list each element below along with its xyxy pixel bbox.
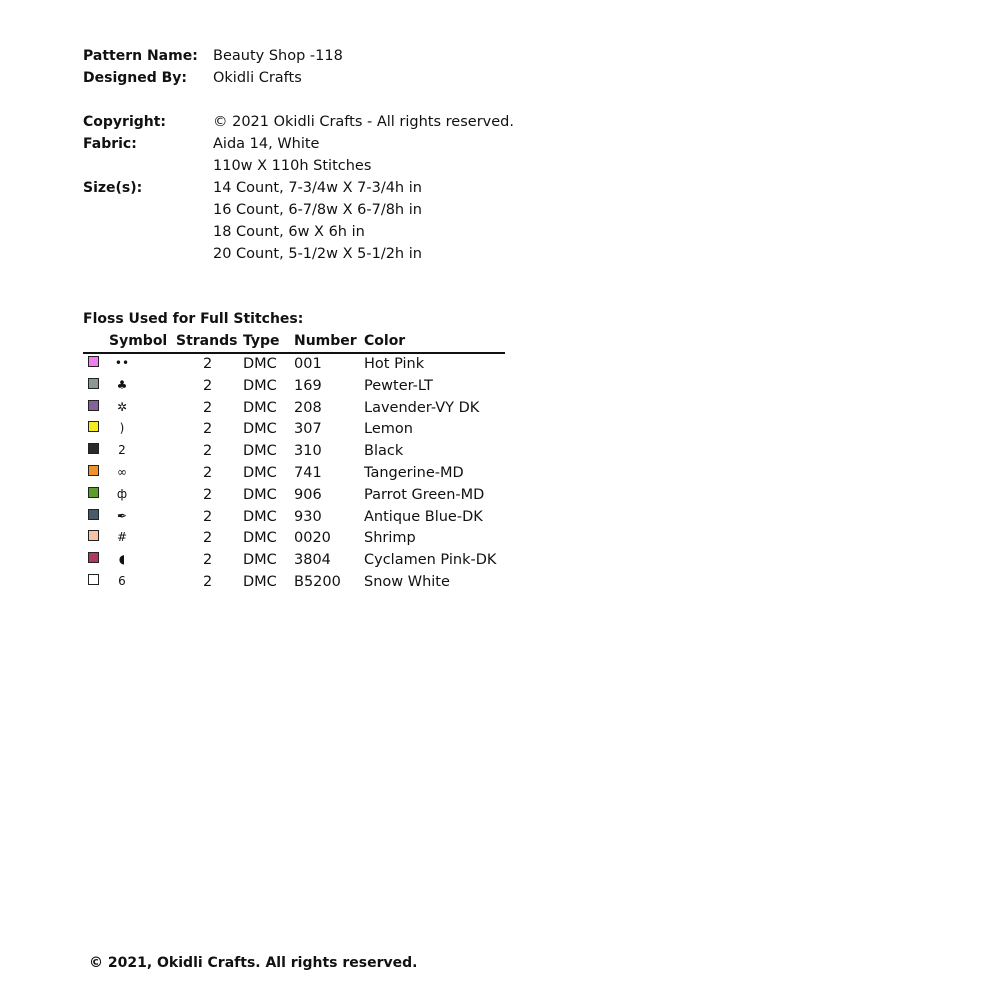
floss-row	[83, 552, 505, 574]
color-swatch	[88, 378, 99, 389]
pattern-name-value: Beauty Shop -118	[213, 48, 343, 64]
strands-value: 2	[203, 399, 213, 416]
pattern-name-label: Pattern Name:	[83, 48, 198, 64]
symbol-glyph: 2	[118, 443, 126, 458]
color-swatch	[88, 574, 99, 585]
symbol-glyph: ф	[116, 486, 128, 501]
floss-section-title: Floss Used for Full Stitches:	[83, 311, 304, 327]
color-name: Lemon	[364, 421, 413, 438]
color-swatch	[88, 421, 99, 432]
color-name: Shrimp	[364, 530, 416, 547]
floss-table	[83, 333, 505, 596]
floss-row	[83, 356, 505, 378]
floss-row	[83, 421, 505, 443]
color-swatch	[88, 400, 99, 411]
floss-row	[83, 465, 505, 487]
number-value: 741	[294, 464, 322, 481]
strands-value: 2	[203, 508, 213, 525]
floss-row	[83, 509, 505, 531]
type-value: DMC	[243, 377, 277, 394]
fabric-label: Fabric:	[83, 136, 137, 152]
color-name: Black	[364, 443, 404, 460]
number-value: 906	[294, 486, 322, 503]
type-value: DMC	[243, 530, 277, 547]
symbol-glyph: ✒	[116, 508, 128, 523]
color-name: Hot Pink	[364, 356, 425, 372]
color-swatch	[88, 465, 99, 476]
type-value: DMC	[243, 464, 277, 481]
color-name: Lavender-VY DK	[364, 399, 480, 416]
designer-value: Okidli Crafts	[213, 70, 302, 86]
floss-row	[83, 443, 505, 465]
type-value: DMC	[243, 421, 277, 438]
copyright-label: Copyright:	[83, 114, 167, 130]
size-label: Size(s):	[83, 180, 143, 196]
color-name: Parrot Green-MD	[364, 486, 485, 503]
strands-value: 2	[203, 486, 213, 503]
color-swatch	[88, 509, 99, 520]
number-value: 169	[294, 377, 322, 394]
type-value: DMC	[243, 399, 277, 416]
symbol-glyph: ∞	[117, 464, 127, 479]
strands-value: 2	[203, 573, 213, 590]
type-value: DMC	[243, 508, 277, 525]
type-value: DMC	[243, 443, 277, 460]
strands-value: 2	[203, 421, 213, 438]
floss-row	[83, 487, 505, 509]
strands-value: 2	[203, 377, 213, 394]
designer-label: Designed By:	[83, 70, 188, 86]
number-value: 001	[294, 356, 322, 372]
size-value: 18 Count, 6w X 6h in	[213, 224, 365, 240]
strands-value: 2	[203, 552, 213, 569]
color-name: Pewter-LT	[364, 377, 433, 394]
symbol-glyph: ♣	[116, 377, 128, 392]
color-name: Cyclamen Pink-DK	[364, 552, 497, 569]
header-symbol: Symbol	[109, 333, 168, 349]
size-value: 20 Count, 5-1/2w X 5-1/2h in	[213, 246, 422, 262]
type-value: DMC	[243, 552, 277, 569]
color-name: Tangerine-MD	[364, 464, 464, 481]
floss-row	[83, 574, 505, 596]
fabric-value: Aida 14, White	[213, 136, 320, 152]
header-strands: Strands	[176, 333, 238, 349]
size-value: 14 Count, 7-3/4w X 7-3/4h in	[213, 180, 422, 196]
floss-row	[83, 400, 505, 422]
color-name: Antique Blue-DK	[364, 508, 483, 525]
color-swatch	[88, 356, 99, 367]
copyright-value: © 2021 Okidli Crafts - All rights reserved.	[213, 114, 514, 130]
footer-copyright: © 2021, Okidli Crafts. All rights reserved.	[89, 955, 418, 971]
strands-value: 2	[203, 443, 213, 460]
floss-table-header	[83, 333, 505, 354]
number-value: 0020	[294, 530, 331, 547]
size-value: 16 Count, 6-7/8w X 6-7/8h in	[213, 202, 422, 218]
color-name: Snow White	[364, 573, 450, 590]
number-value: 307	[294, 421, 322, 438]
symbol-glyph: ◖	[118, 552, 126, 567]
symbol-glyph: 6	[118, 573, 126, 588]
strands-value: 2	[203, 464, 213, 481]
number-value: 930	[294, 508, 322, 525]
header-number: Number	[294, 333, 357, 349]
symbol-glyph: #	[116, 530, 128, 545]
symbol-glyph: )	[119, 421, 125, 436]
header-color: Color	[364, 333, 406, 349]
type-value: DMC	[243, 573, 277, 590]
number-value: 310	[294, 443, 322, 460]
floss-rows	[83, 356, 505, 596]
strands-value: 2	[203, 530, 213, 547]
header-type: Type	[243, 333, 280, 349]
floss-row	[83, 378, 505, 400]
color-swatch	[88, 530, 99, 541]
color-swatch	[88, 552, 99, 563]
symbol-glyph: ••	[114, 356, 130, 370]
floss-row	[83, 530, 505, 552]
color-swatch	[88, 487, 99, 498]
number-value: B5200	[294, 573, 341, 590]
type-value: DMC	[243, 486, 277, 503]
color-swatch	[88, 443, 99, 454]
fabric-stitches-value: 110w X 110h Stitches	[213, 158, 372, 174]
number-value: 3804	[294, 552, 331, 569]
strands-value: 2	[203, 356, 213, 372]
type-value: DMC	[243, 356, 277, 372]
symbol-glyph: ✲	[116, 399, 128, 414]
number-value: 208	[294, 399, 322, 416]
